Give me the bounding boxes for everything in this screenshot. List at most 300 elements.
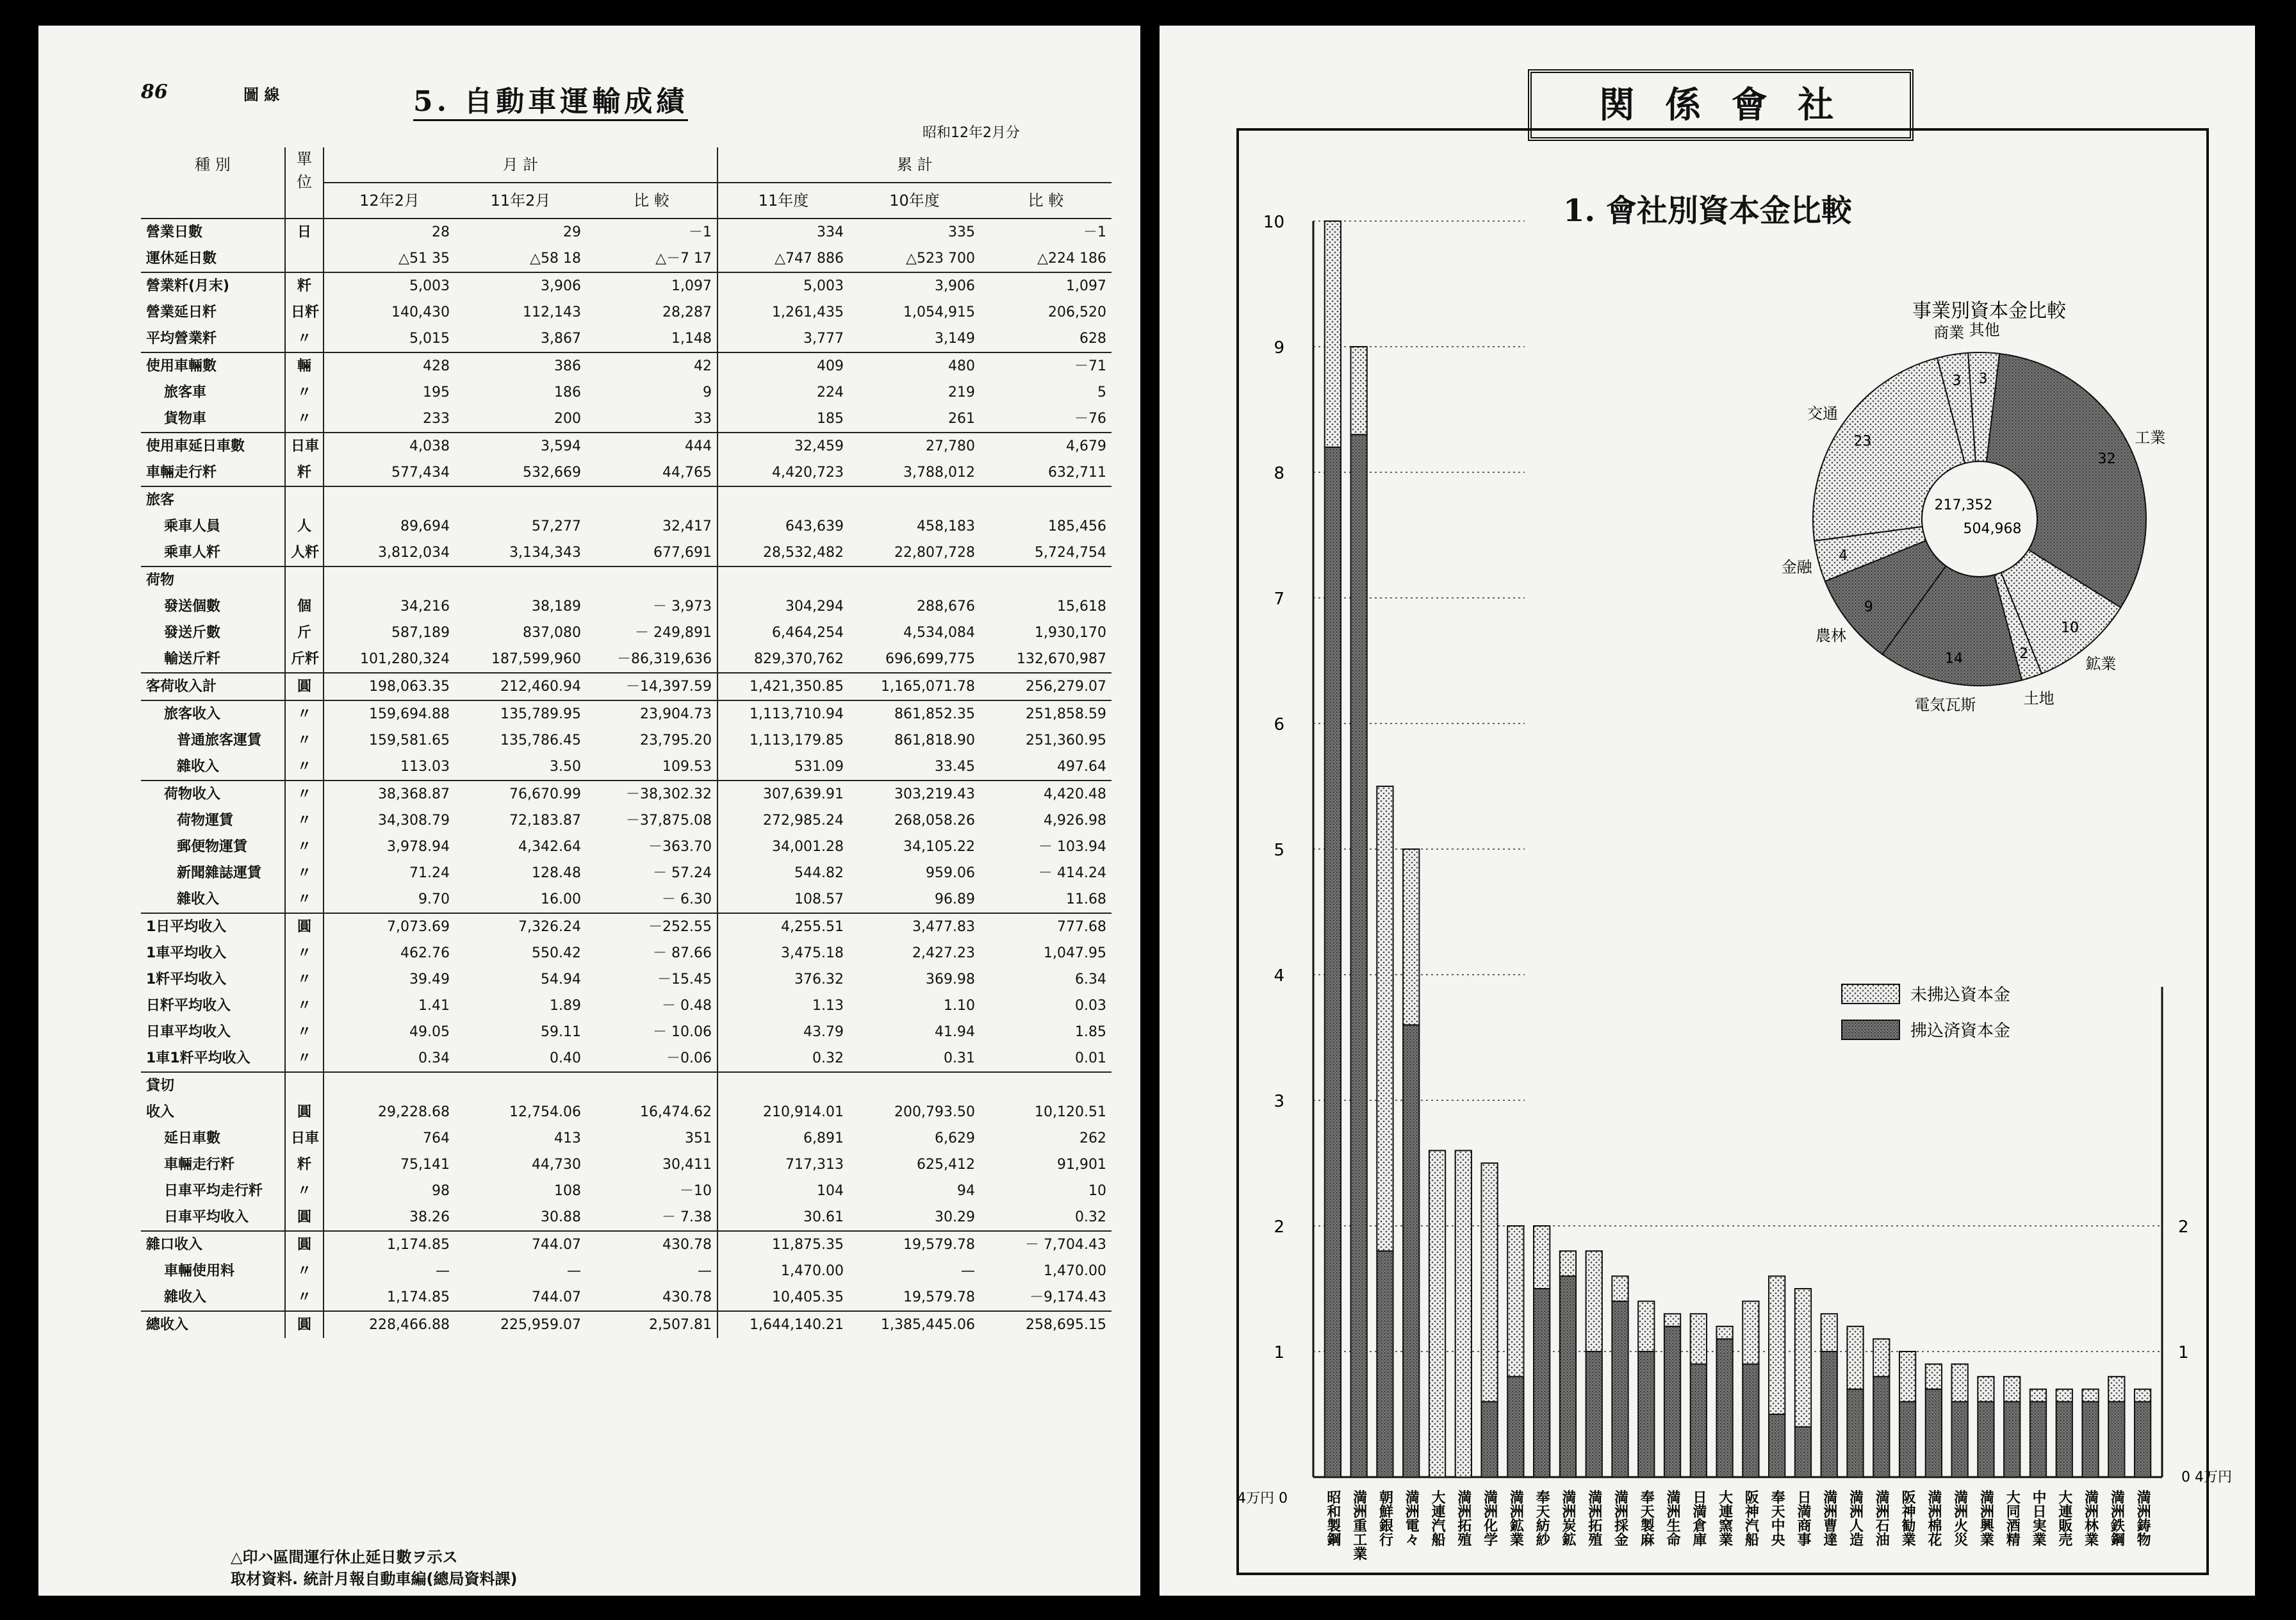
cell-value: 625,412 (917, 1157, 975, 1173)
bar-paid (1507, 1376, 1523, 1477)
cell-value: 2,507.81 (586, 1311, 718, 1338)
cell-value: △523 700 (906, 251, 975, 267)
cell-value: 288,676 (917, 599, 975, 615)
cell-value: 49.05 (409, 1024, 450, 1040)
cell-value: 307,639.91 (763, 786, 844, 802)
table-row (141, 1045, 1111, 1072)
cell-value (849, 1072, 980, 1099)
cell-value: 30.88 (541, 1209, 581, 1225)
category-label: 満洲鉄鋼 (2108, 1490, 2125, 1546)
table-row (141, 1019, 1111, 1045)
cell-value: 135,786.45 (500, 732, 581, 748)
legend-swatch-paid (1842, 1020, 1899, 1039)
cell-value: 6,464,254 (772, 625, 844, 641)
cell-value: 444 (586, 433, 718, 459)
cell-value: 19,579.78 (903, 1289, 975, 1305)
y-tick-label: 9 (1274, 338, 1284, 358)
bar-unpaid (1586, 1251, 1602, 1351)
cell-value: 44,765 (586, 459, 718, 486)
table-row (141, 486, 1111, 513)
y-tick-label: 6 (1274, 715, 1284, 734)
row-label: 1日平均收入 (146, 919, 227, 935)
category-label: 大連汽船 (1429, 1490, 1446, 1546)
row-unit: 圓 (285, 1204, 324, 1231)
row-unit: 圓 (285, 1231, 324, 1258)
cell-value: 108 (554, 1183, 581, 1199)
cell-value (455, 486, 586, 513)
row-unit: 斤 (285, 620, 324, 646)
cell-value: 829,370,762 (754, 651, 844, 667)
cell-value: －363.70 (586, 834, 718, 860)
cell-value: 744.07 (532, 1289, 581, 1305)
cell-value: 304,294 (785, 599, 844, 615)
cell-value: 44,730 (532, 1157, 581, 1173)
row-unit: 〃 (285, 860, 324, 886)
cell-value: － 7.38 (586, 1204, 718, 1231)
bar-paid (1795, 1427, 1811, 1477)
category-label: 満洲人造 (1847, 1490, 1864, 1546)
row-label: 發送斤數 (164, 625, 221, 641)
cell-value: 185,456 (1048, 518, 1106, 534)
bar-unpaid (1429, 1150, 1445, 1477)
category-label: 満洲林業 (2082, 1490, 2099, 1546)
cell-value: 39.49 (409, 971, 450, 988)
cell-value: 6,891 (803, 1130, 844, 1146)
cell-value: 212,460.94 (500, 679, 581, 695)
cell-value: 1,165,071.78 (881, 679, 975, 695)
table-row (141, 1099, 1111, 1125)
col-12-feb: 12年2月 (324, 183, 455, 219)
bar-unpaid (1926, 1364, 1942, 1389)
category-label: 阪神勧業 (1899, 1490, 1916, 1546)
unit-label-right: 0 4万円 (2181, 1469, 2232, 1485)
legend-paid-label: 拂込済資本金 (1910, 1021, 2011, 1041)
cell-value: 1,148 (586, 326, 718, 352)
bar-unpaid (2135, 1389, 2151, 1402)
cell-value: 430.78 (586, 1284, 718, 1311)
category-label: 満洲採金 (1612, 1490, 1628, 1546)
row-unit: 輛 (285, 352, 324, 379)
cell-value: 1,261,435 (772, 304, 844, 320)
row-label: 雜收入 (164, 1289, 207, 1305)
category-label: 日満商事 (1794, 1490, 1811, 1546)
bar-paid (1926, 1389, 1942, 1477)
row-label: 日車平均收入 (146, 1024, 231, 1040)
bar-paid (1351, 434, 1367, 1477)
cell-value: 677,691 (586, 540, 718, 566)
table-row (141, 406, 1111, 433)
row-label: 日車平均收入 (164, 1209, 249, 1225)
cell-value (455, 566, 586, 593)
table-row (141, 1152, 1111, 1178)
pie-slice-pct: 2 (2019, 645, 2029, 662)
cell-value: 23,795.20 (586, 727, 718, 754)
cell-value: 28 (432, 224, 450, 240)
bar-unpaid (1978, 1376, 1994, 1401)
cell-value: 34,105.22 (903, 839, 975, 855)
table-row (141, 727, 1111, 754)
cell-value: △51 35 (398, 251, 450, 267)
cell-value: － 6.30 (586, 886, 718, 913)
table-row (141, 593, 1111, 620)
cell-value: 233 (423, 411, 450, 427)
category-label: 満洲興業 (1978, 1490, 1994, 1546)
pie-center-top: 217,352 (1934, 497, 1993, 513)
row-label: 營業延日粁 (146, 304, 217, 320)
table-row (141, 352, 1111, 379)
pie-slice-label: 商業 (1933, 323, 1965, 342)
bar-unpaid (1560, 1251, 1576, 1276)
cell-value: 1,644,140.21 (750, 1317, 844, 1333)
bar-unpaid (1377, 786, 1393, 1251)
category-label: 朝鮮銀行 (1377, 1490, 1393, 1546)
y-tick-label: 5 (1274, 841, 1284, 860)
bar-paid (1742, 1364, 1759, 1477)
cell-value: 1,054,915 (903, 304, 975, 320)
row-unit: 日車 (285, 433, 324, 459)
row-label: 車輛走行粁 (146, 465, 217, 481)
category-label: 満洲火災 (1951, 1490, 1968, 1546)
cell-value: 101,280,324 (360, 651, 450, 667)
row-label: 客荷收入計 (146, 679, 217, 695)
bar-unpaid (1325, 221, 1341, 447)
cell-value: 71.24 (409, 865, 450, 881)
row-unit: 〃 (285, 1178, 324, 1204)
col-fy11: 11年度 (718, 183, 849, 219)
cell-value: 643,639 (785, 518, 844, 534)
cell-value: 32,459 (794, 438, 844, 454)
cell-value: 0.03 (1075, 998, 1106, 1014)
row-label: 發送個數 (164, 599, 221, 615)
cell-value: －1 (1083, 224, 1106, 240)
cell-value: －37,875.08 (586, 807, 718, 834)
table-row (141, 245, 1111, 272)
cell-value: 3,906 (541, 278, 581, 294)
table-row (141, 700, 1111, 727)
row-unit: 〃 (285, 1019, 324, 1045)
cell-value: 1.13 (812, 998, 844, 1014)
cell-value: 4,679 (1066, 438, 1106, 454)
cell-value: 458,183 (917, 518, 975, 534)
cell-value: 33.45 (935, 759, 975, 775)
cell-value: － 3,973 (586, 593, 718, 620)
row-unit: 〃 (285, 727, 324, 754)
cell-value: － 10.06 (586, 1019, 718, 1045)
unit-label-left: 4万円 0 (1237, 1491, 1288, 1507)
cell-value: △224 186 (1037, 251, 1106, 267)
cell-value: 113.03 (400, 759, 450, 775)
cell-value: 29 (563, 224, 581, 240)
table-row (141, 1204, 1111, 1231)
transport-table (141, 147, 1111, 1338)
cell-value: 4,342.64 (518, 839, 581, 855)
row-label: 1車1粁平均收入 (146, 1050, 250, 1066)
note-symbol: △印ハ區間運行休止延日數ヲ示ス (231, 1548, 458, 1566)
row-unit: 圓 (285, 913, 324, 940)
bar-unpaid (1403, 849, 1419, 1025)
row-label: 旅客車 (164, 384, 207, 401)
cell-value: 4,038 (409, 438, 450, 454)
row-unit: 〃 (285, 406, 324, 433)
cell-value: 632,711 (1048, 465, 1106, 481)
cell-value: 200,793.50 (894, 1104, 975, 1120)
header-month: 月 計 (324, 147, 718, 183)
bar-unpaid (2030, 1389, 2046, 1402)
cell-value: 5,003 (803, 278, 844, 294)
row-label: 旅客收入 (164, 706, 221, 722)
row-label: 乘車人粁 (164, 545, 221, 561)
bar-paid (2030, 1401, 2046, 1477)
cell-value (718, 486, 849, 513)
row-label: 貸切 (146, 1078, 175, 1094)
cell-value: 1.85 (1075, 1024, 1106, 1040)
cell-value: 30,411 (586, 1152, 718, 1178)
cell-value: 577,434 (391, 465, 450, 481)
pie-slice-label: 工業 (2135, 428, 2166, 447)
cell-value: － 103.94 (1038, 839, 1106, 855)
cell-value: 532,669 (523, 465, 581, 481)
col-compare-cum: 比 較 (980, 183, 1111, 219)
pie-center-mid: 504,968 (1963, 521, 2022, 537)
cell-value: －0.06 (586, 1045, 718, 1072)
cell-value: －76 (1074, 411, 1106, 427)
row-unit: 〃 (285, 326, 324, 352)
cell-value: 268,058.26 (894, 813, 975, 829)
cell-value: 12,754.06 (509, 1104, 581, 1120)
cell-value: 3,812,034 (378, 545, 450, 561)
category-label: 満洲重工業 (1350, 1490, 1367, 1560)
cell-value: 1,930,170 (1035, 625, 1106, 641)
row-label: 日粁平均收入 (146, 998, 231, 1014)
cell-value: 3.50 (550, 759, 581, 775)
cell-value: 16,474.62 (586, 1099, 718, 1125)
table-row (141, 993, 1111, 1019)
bar-paid (1325, 447, 1341, 1477)
header-kind: 種 別 (141, 147, 285, 219)
category-label: 満洲鋳物 (2135, 1490, 2151, 1546)
cell-value: －9,174.43 (1029, 1289, 1106, 1305)
cell-value: 140,430 (391, 304, 450, 320)
category-label: 大同酒精 (2004, 1490, 2021, 1546)
table-row (141, 1072, 1111, 1099)
row-unit: 〃 (285, 754, 324, 781)
cell-value (455, 1072, 586, 1099)
cell-value: 251,858.59 (1026, 706, 1106, 722)
cell-value: 28,532,482 (763, 545, 844, 561)
cell-value: — (567, 1263, 581, 1279)
table-row (141, 646, 1111, 673)
category-label: 阪神汽船 (1742, 1490, 1759, 1546)
cell-value: 430.78 (586, 1231, 718, 1258)
row-unit: 日 (285, 219, 324, 245)
cell-value: 11,875.35 (772, 1237, 844, 1253)
cell-value: 29,228.68 (378, 1104, 450, 1120)
cell-value: 861,818.90 (894, 732, 975, 748)
cell-value: 43.79 (803, 1024, 844, 1040)
cell-value: 19,579.78 (903, 1237, 975, 1253)
category-label: 奉天中央 (1769, 1490, 1785, 1546)
cell-value (718, 566, 849, 593)
cell-value: 764 (423, 1130, 450, 1146)
cell-value: 1,047.95 (1044, 945, 1106, 961)
cell-value: 10 (1088, 1183, 1106, 1199)
cell-value: 224 (817, 384, 844, 401)
bar-unpaid (1456, 1150, 1472, 1477)
cell-value: 4,420.48 (1044, 786, 1106, 802)
cell-value: 0.31 (944, 1050, 975, 1066)
cell-value: 34,216 (400, 599, 450, 615)
row-label: 新聞雜誌運賃 (177, 865, 262, 881)
cell-value: 89,694 (400, 518, 450, 534)
category-label: 満洲棉花 (1925, 1490, 1942, 1546)
row-unit: 日粁 (285, 299, 324, 326)
cell-value: － 57.24 (586, 860, 718, 886)
cell-value: 109.53 (586, 754, 718, 781)
bar-paid (1769, 1414, 1785, 1477)
cell-value: 10,405.35 (772, 1289, 844, 1305)
cell-value: 837,080 (523, 625, 581, 641)
cell-value: 108.57 (794, 891, 844, 907)
cell-value: －1 (586, 219, 718, 245)
cell-value: 30.61 (803, 1209, 844, 1225)
cell-value: 132,670,987 (1017, 651, 1106, 667)
cell-value: 200 (554, 411, 581, 427)
row-unit (285, 566, 324, 593)
cell-value: 550.42 (532, 945, 581, 961)
bar-unpaid (2056, 1389, 2072, 1402)
row-unit: 〃 (285, 781, 324, 807)
row-unit: 粁 (285, 1152, 324, 1178)
cell-value: 219 (948, 384, 975, 401)
cell-value: －86,319,636 (586, 646, 718, 673)
cell-value: 96.89 (935, 891, 975, 907)
cell-value: 15,618 (1057, 599, 1106, 615)
cell-value: 1,470.00 (1044, 1263, 1106, 1279)
cell-value: 30.29 (935, 1209, 975, 1225)
cell-value: 38,368.87 (378, 786, 450, 802)
cell-value: 3,978.94 (387, 839, 450, 855)
row-label: 1粁平均收入 (146, 971, 227, 988)
y-tick-label: 8 (1274, 464, 1284, 483)
cell-value (849, 566, 980, 593)
row-unit: 粁 (285, 459, 324, 486)
cell-value: 4,926.98 (1044, 813, 1106, 829)
cell-value: △58 18 (530, 251, 581, 267)
row-unit (285, 245, 324, 272)
cell-value: 744.07 (532, 1237, 581, 1253)
pie-slice-pct: 9 (1864, 599, 1873, 615)
cell-value (980, 566, 1111, 593)
table-row (141, 433, 1111, 459)
category-label: 中日実業 (2030, 1490, 2046, 1546)
row-label: 普通旅客運賃 (177, 732, 262, 748)
pie-center (1922, 461, 2037, 577)
cell-value: 696,699,775 (885, 651, 975, 667)
bar-paid (1560, 1276, 1576, 1477)
bar-paid (2056, 1401, 2072, 1477)
category-label: 奉天紡紗 (1534, 1490, 1550, 1546)
category-label: 満洲曹達 (1821, 1490, 1837, 1546)
row-unit: 〃 (285, 940, 324, 966)
table-row (141, 299, 1111, 326)
bar-unpaid (2082, 1389, 2098, 1402)
row-label: 貨物車 (164, 411, 207, 427)
cell-value (586, 566, 718, 593)
cell-value: 159,581.65 (369, 732, 450, 748)
table-row (141, 513, 1111, 540)
chart-title: 1. 會社別資本金比較 (1563, 193, 1852, 229)
cell-value: 128.48 (532, 865, 581, 881)
cell-value: 10,120.51 (1035, 1104, 1106, 1120)
bar-paid (1638, 1351, 1654, 1477)
col-fy10: 10年度 (849, 183, 980, 219)
cell-value: 0.32 (1075, 1209, 1106, 1225)
cell-value (324, 566, 455, 593)
category-label: 満洲化学 (1481, 1490, 1498, 1546)
section-label: 圖 線 (243, 85, 280, 104)
bar-paid (1377, 1251, 1393, 1477)
bar-unpaid (1534, 1226, 1550, 1289)
bar-unpaid (1664, 1314, 1680, 1327)
cell-value: 1,174.85 (387, 1237, 450, 1253)
bar-unpaid (1951, 1364, 1967, 1402)
pie-slice-label: 其他 (1969, 321, 2000, 340)
bar-paid (2082, 1401, 2098, 1477)
cell-value: －252.55 (586, 913, 718, 940)
row-label: 旅客 (146, 492, 175, 508)
cell-value: 195 (423, 384, 450, 401)
cell-value: 335 (948, 224, 975, 240)
cell-value: 186 (554, 384, 581, 401)
cell-value: 38,189 (532, 599, 581, 615)
cell-value: 198,063.35 (369, 679, 450, 695)
cell-value: 251,360.95 (1026, 732, 1106, 748)
cell-value: 159,694.88 (369, 706, 450, 722)
row-label: 延日車數 (164, 1130, 221, 1146)
cell-value: 9 (586, 379, 718, 406)
table-row (141, 566, 1111, 593)
row-label: 車輛使用料 (164, 1263, 235, 1279)
bar-unpaid (1847, 1327, 1863, 1389)
cell-value: 861,852.35 (894, 706, 975, 722)
cell-value: 98 (432, 1183, 450, 1199)
bar-paid (1873, 1376, 1889, 1477)
category-label: 昭和製鋼 (1324, 1490, 1341, 1546)
table-row (141, 834, 1111, 860)
table-row (141, 1125, 1111, 1152)
cell-value: — (586, 1258, 718, 1284)
pie-slice-pct: 32 (2097, 451, 2116, 468)
row-unit: 人粁 (285, 540, 324, 566)
cell-value: 544.82 (794, 865, 844, 881)
pie-slice-pct: 4 (1839, 547, 1848, 564)
pie-slice-pct: 3 (1978, 371, 1988, 388)
cell-value: 75,141 (400, 1157, 450, 1173)
cell-value: － 414.24 (1038, 865, 1106, 881)
cell-value: － 87.66 (586, 940, 718, 966)
cell-value: 0.01 (1075, 1050, 1106, 1066)
table-row (141, 219, 1111, 245)
cell-value: 4,255.51 (781, 919, 844, 935)
bar-unpaid (1481, 1163, 1497, 1401)
row-label: 雜收入 (177, 759, 220, 775)
cell-value: 5,015 (409, 331, 450, 347)
bar-paid (2108, 1401, 2124, 1477)
legend (1842, 984, 2010, 1041)
bar-unpaid (1873, 1339, 1889, 1376)
cell-value: 3,475.18 (781, 945, 844, 961)
bar-unpaid (1769, 1276, 1785, 1414)
